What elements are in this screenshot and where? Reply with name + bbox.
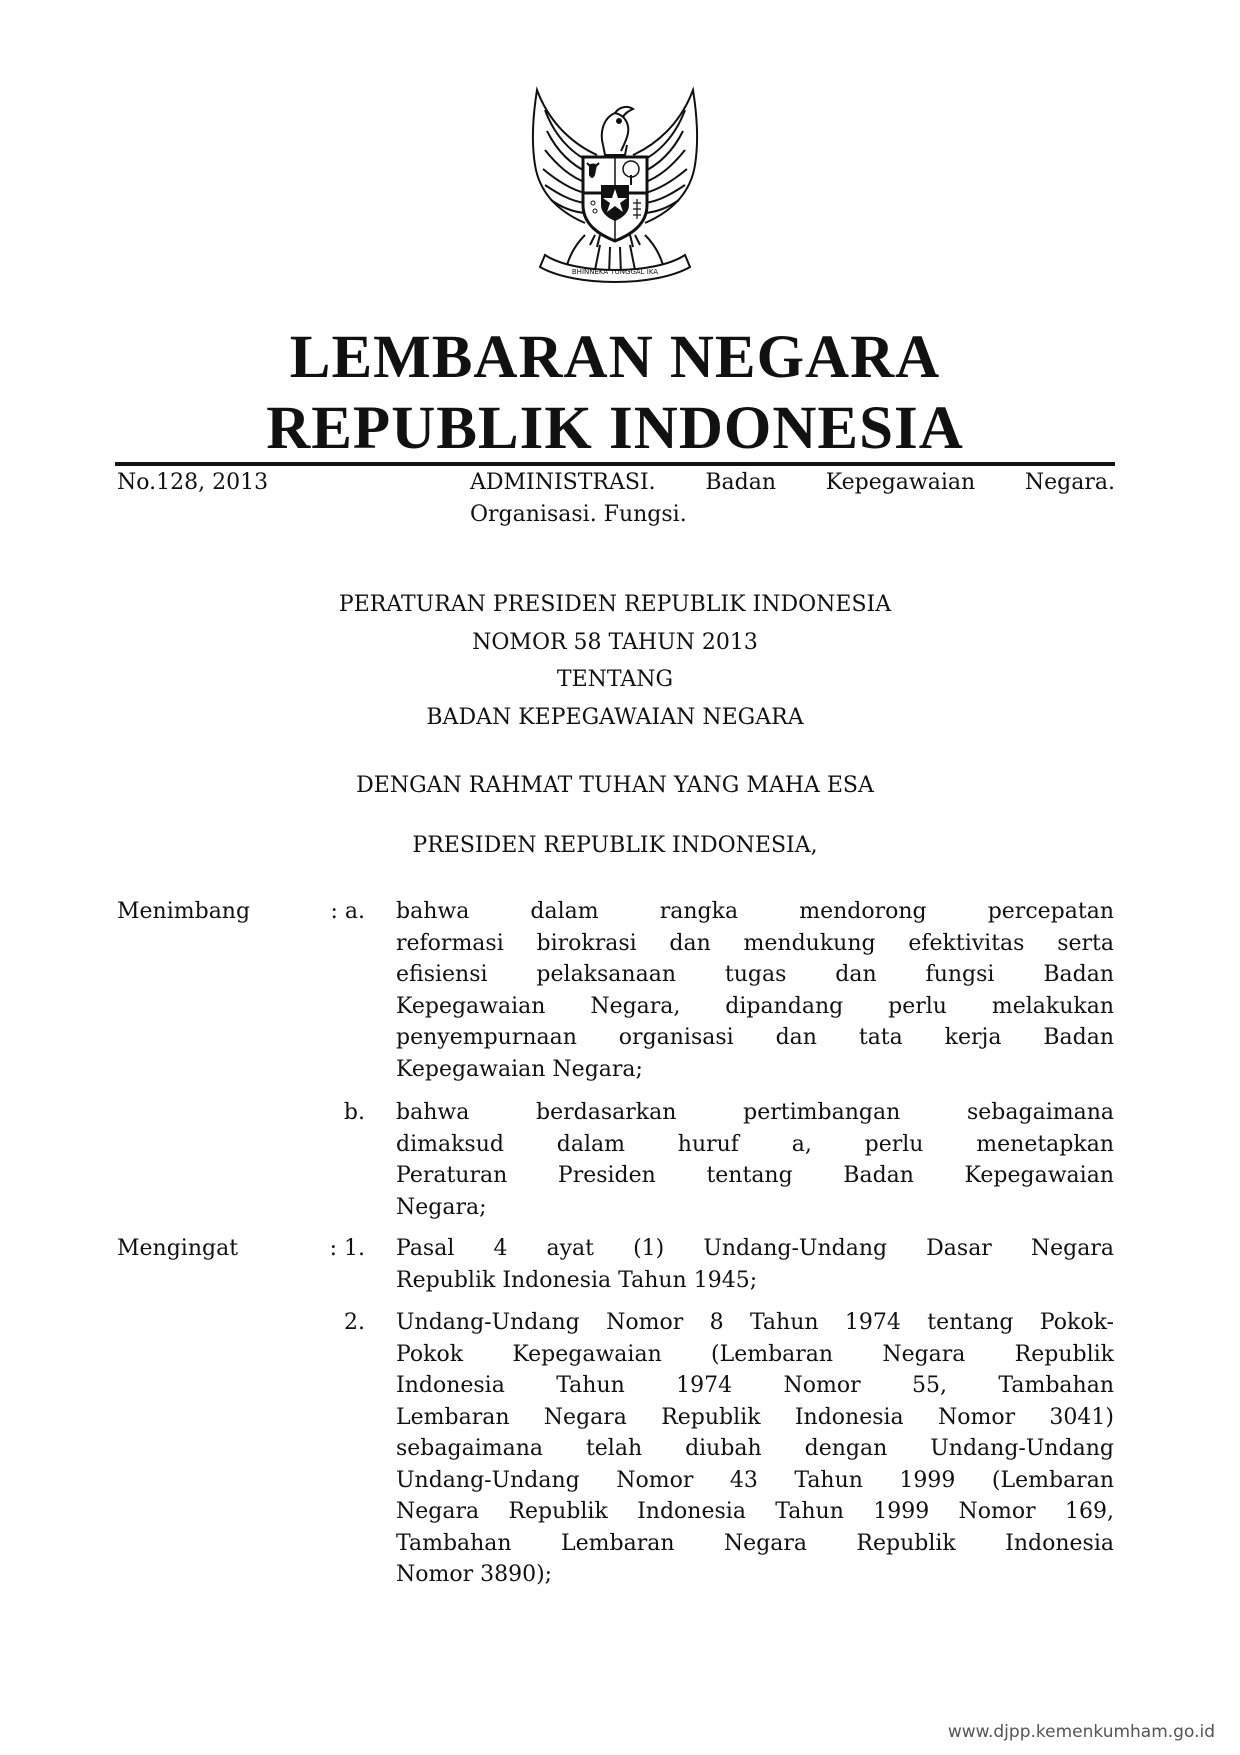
text-line: Undang-Undang Nomor 8 Tahun 1974 tentang Pokok- [396, 1310, 1114, 1335]
mengingat-label: Mengingat [117, 1236, 239, 1261]
menimbang-item-b [396, 1097, 1114, 1223]
footer-url: www.djpp.kemenkumham.go.id [947, 1722, 1215, 1742]
text-line: efisiensi pelaksanaan tugas dan fungsi Badan [396, 962, 1114, 987]
gazette-subject-line2: Organisasi. Fungsi. [470, 502, 687, 527]
text-line: reformasi birokrasi dan mendukung efektivitas serta [396, 930, 1114, 956]
regulation-about: TENTANG [556, 667, 674, 692]
menimbang-marker-a: : a. [330, 899, 365, 924]
text-line: Kepegawaian Negara; [396, 1056, 643, 1082]
mengingat-item-2 [396, 1307, 1114, 1591]
text-line: bahwa dalam rangka mendorong percepatan [396, 899, 1114, 924]
mengingat-marker-1: : 1. [329, 1236, 365, 1261]
masthead-title-line2: REPUBLIK INDONESIA [266, 395, 964, 462]
text-line: Nomor 3890); [396, 1562, 553, 1587]
gazette-subject-line1: ADMINISTRASI. Badan Kepegawaian Negara. [470, 470, 1115, 495]
text-line: Republik Indonesia Tahun 1945; [396, 1267, 758, 1293]
regulation-number: NOMOR 58 TAHUN 2013 [472, 630, 758, 655]
text-line: Kepegawaian Negara, dipandang perlu melakukan [396, 993, 1114, 1019]
menimbang-label: Menimbang [117, 899, 251, 924]
text-line: penyempurnaan organisasi dan tata kerja Badan [396, 1025, 1114, 1050]
preamble: DENGAN RAHMAT TUHAN YANG MAHA ESA [356, 773, 874, 798]
text-line: Lembaran Negara Republik Indonesia Nomor 3041) [396, 1404, 1114, 1430]
text-line: Undang-Undang Nomor 43 Tahun 1999 (Lembaran [396, 1467, 1114, 1493]
emblem-motto: BHINNEKA TUNGGAL IKA [571, 268, 659, 276]
text-line: bahwa berdasarkan pertimbangan sebagaimana [396, 1100, 1114, 1125]
president-heading: PRESIDEN REPUBLIK INDONESIA, [412, 833, 818, 858]
mengingat-marker-2: 2. [344, 1310, 365, 1335]
text-line: Indonesia Tahun 1974 Nomor 55, Tambahan [396, 1373, 1114, 1398]
menimbang-marker-b: b. [343, 1100, 365, 1125]
text-line: Peraturan Presiden tentang Badan Kepegawaian [396, 1163, 1114, 1188]
header-divider [115, 462, 1115, 466]
text-line: Negara; [396, 1194, 487, 1220]
mengingat-item-1 [396, 1233, 1114, 1296]
text-line: Pokok Kepegawaian (Lembaran Negara Republik [396, 1341, 1114, 1367]
masthead-title-line1: LEMBARAN NEGARA [289, 324, 941, 391]
text-line: sebagaimana telah diubah dengan Undang-Undang [396, 1436, 1114, 1461]
garuda-emblem-icon [515, 85, 715, 295]
text-line: dimaksud dalam huruf a, perlu menetapkan [396, 1131, 1114, 1157]
gazette-number: No.128, 2013 [117, 470, 269, 495]
text-line: Negara Republik Indonesia Tahun 1999 Nomor 169, [396, 1499, 1114, 1524]
menimbang-item-a [396, 896, 1114, 1085]
regulation-subject: BADAN KEPEGAWAIAN NEGARA [426, 705, 804, 730]
text-line: Tambahan Lembaran Negara Republik Indonesia [396, 1530, 1114, 1556]
text-line: Pasal 4 ayat (1) Undang-Undang Dasar Negara [396, 1236, 1114, 1261]
regulation-title: PERATURAN PRESIDEN REPUBLIK INDONESIA [338, 592, 892, 617]
